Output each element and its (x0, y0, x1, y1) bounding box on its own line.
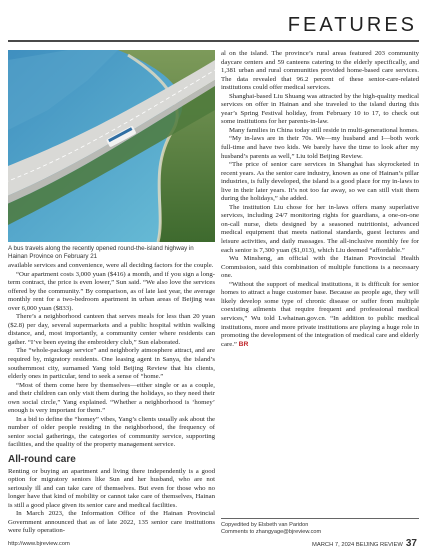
copyedit-credit (221, 518, 419, 536)
right-paragraph-2: Shanghai-based Liu Shuang was attracted by the high-quality medical services on offer in Hainan and she traveled to the island during this year’s Spring Festival holiday, from February 10 to 17, to check out some institutions for her parents-in-law. (221, 92, 419, 126)
left-paragraph-5: “Most of them come here by themselves—either single or as a couple, and their children can only visit them during the holidays, so they need their own social circle,” Yang explained. “Whether a neighborhood is ‘homey’ enough is very important for them.” (8, 381, 215, 415)
left-paragraph-6: In a bid to define the “homey” vibes, Yang’s clients usually ask about the number of older people residing in the neighborhood, the frequency of senior social gatherings, the categories of community service, supporting facilities, and the quality of the property management service. (8, 415, 215, 449)
br-end-mark: BR (238, 340, 249, 348)
footer-url[interactable]: http://www.bjreview.com (8, 541, 70, 547)
section-subhead: All-round care (8, 454, 76, 466)
right-column (221, 50, 419, 349)
section-title: FEATURES (287, 14, 417, 36)
highway-photo (8, 50, 215, 242)
right-paragraph-6: The institution Liu chose for her in-laws offers many superlative services, including 24/7 monitoring rights for guardians, a one-on-one on-call nurse, diets designed by a seasoned nutritionist, advanced medical equipment that meets national standards, guest lectures and leisure activities, and daily massages. The all-inclusive monthly fee for each senior is 7,300 yuan ($1,013), which Liu deemed “affordable.” (221, 203, 419, 254)
right-paragraph-5: “The price of senior care services in Shanghai has skyrocketed in recent years. As the senior care industry, known as one of Hainan’s pillar industries, is fully developed, the island is a good place for my in-laws to live in their later years. It’s not too far away, so we can still visit them during the holidays,” she added. (221, 161, 419, 203)
header-rule (8, 40, 419, 42)
copyedit-line: Copyedited by Elsbeth van Paridon (221, 522, 309, 528)
left-column (8, 262, 215, 536)
photo-caption: A bus travels along the recently opened round-the-island highway in Hainan Province on February 21 (8, 245, 194, 260)
left-paragraph-8: In March 2023, the Information Office of the Hainan Provincial Government announced that as of late 2022, 135 senior care institutions were fully operation- (8, 510, 215, 535)
page-number: 37 (405, 538, 417, 549)
left-paragraph-1: available services and convenience, were all deciding factors for the couple. (8, 262, 214, 269)
right-paragraph-7: Wu Minsheng, an official with the Hainan Provincial Health Commission, said this combination of multiple functions is a necessary one. (221, 255, 419, 280)
footer-issue-text: MARCH 7, 2024 BEIJING REVIEW (312, 542, 403, 548)
comments-line: Comments to zhangyage@bjreview.com (221, 529, 322, 535)
right-paragraph-8 (221, 281, 419, 349)
header-bar (0, 0, 427, 38)
left-paragraph-7: Renting or buying an apartment and living there independently is a good option for migratory seniors like Sun and her husband, who are not seriously ill and can take care of themselves. But even for those who no longer have that kind of mobility or cannot take care of themselves, Hainan is still a good place given its senior care and medical facilities. (8, 467, 215, 509)
right-paragraph-3: Many families in China today still reside in multi-generational homes. (229, 126, 419, 134)
left-paragraph-2: “Our apartment costs 3,000 yuan ($416) a month, and if you sign a long-term contract, the price is even lower,” Sun said. “We also love the services offered by the community.” By comparison, as of late last year, the average monthly rent for a two-bedroom apartment in urban areas of Beijing was over 6,000 yuan ($833). (8, 270, 215, 312)
right-paragraph-1: al on the island. The province’s rural areas featured 203 community daycare centers and 59 canteens catering to the elderly specifically, and 1,381 urban and rural communities provided home-based care services. The data revealed that 96.2 percent of these senior-care-related institutions could offer medical services. (221, 50, 419, 92)
right-paragraph-4: “My in-laws are in their 70s. We—my husband and I—both work full-time and have two kids. We barely have the time to look after my husband’s parents as well,” Liu told Beijing Review. (221, 135, 419, 160)
footer-issue (312, 538, 417, 549)
highway-photo-illustration (8, 50, 215, 242)
right-paragraph-8-text: “Without the support of medical institutions, it is difficult for senior homes to attract a huge customer base. Because as people age, they will likely develop some type of chronic disease or suffer from multiple coexisting ailments that require frequent and professional medical services,” Wu told Lwhainan.gov.cn. “In addition to public medical institutions, more and more private institutions are playing a huge role in promoting the development of the integration of medical care and elderly care.” (221, 280, 419, 348)
left-paragraph-4: The “whole-package service” and neighborly atmosphere attract, and are required by, migratory residents. One leasing agent in Sanya, the island’s southernmost city, surnamed Yang told Beijing Review that his clients, elderly ones in particular, tend to seek a sense of “home.” (8, 347, 215, 381)
left-paragraph-3: There’s a neighborhood canteen that serves meals for less than 20 yuan ($2.8) per day, several supermarkets and a public hospital within walking distance, and, most importantly, a community center where residents can gather. “I’ve been eyeing the embroidery club,” Sun elaborated. (8, 313, 215, 346)
